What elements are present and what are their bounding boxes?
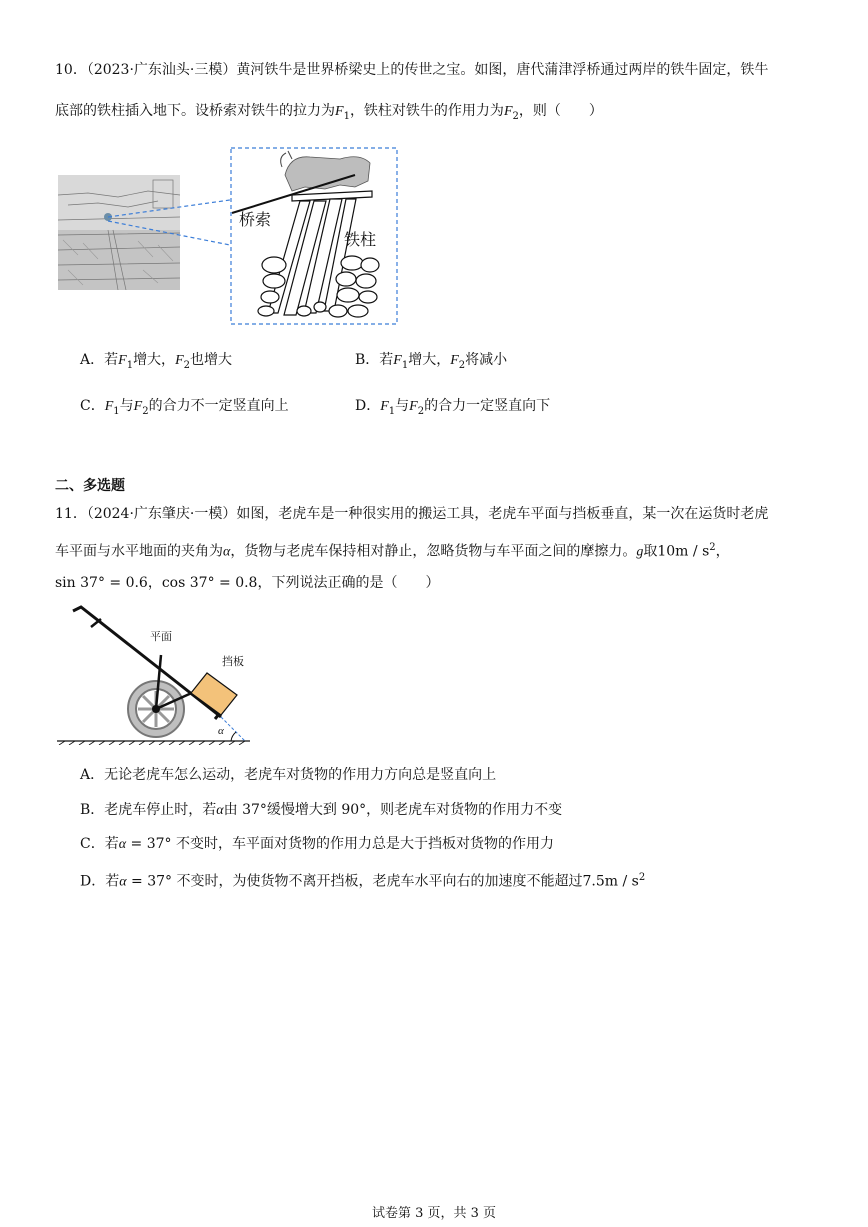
q11-stem-text: ，货物与老虎车保持相对静止，忽略货物与车平面之间的摩擦力。: [230, 543, 637, 560]
var-F: F: [335, 104, 344, 119]
subscript: 2: [417, 405, 425, 417]
q10-stem-text: ，铁柱对铁牛的作用力为: [349, 103, 504, 119]
q11-stem-text: ，: [147, 575, 162, 591]
option-text: B．若: [355, 352, 394, 368]
option-text: 与: [395, 398, 410, 414]
subscript: 1: [113, 405, 120, 417]
q11-stem-text: 取: [643, 543, 658, 560]
label-cable: 桥索: [239, 210, 272, 229]
var-alpha: α: [216, 803, 224, 818]
sin-value: sin 37° = 0.6: [55, 575, 148, 591]
q11-stem-line3: [55, 573, 439, 593]
q10-option-d[interactable]: [355, 396, 550, 422]
var-F: F: [450, 353, 459, 368]
subscript: 2: [512, 110, 519, 122]
q11-stem-text: ，: [715, 543, 730, 560]
q10-option-b[interactable]: [355, 350, 507, 376]
label-alpha: α: [218, 725, 224, 737]
var-F: F: [104, 399, 114, 414]
subscript: 2: [458, 359, 466, 371]
q11-stem-text: 车平面与水平地面的夹角为: [55, 543, 223, 560]
var-F: F: [503, 104, 513, 119]
option-text: A．若: [80, 352, 119, 368]
q10-option-c[interactable]: [80, 396, 289, 422]
page-footer: 试卷第 3 页，共 3 页: [371, 1206, 497, 1221]
var-F: F: [409, 399, 418, 414]
label-pillar: 铁柱: [344, 230, 377, 249]
q10-zoom-lines: [108, 145, 238, 325]
var-alpha: α: [223, 544, 231, 560]
cos-value: cos 37° = 0.8: [161, 575, 258, 591]
var-F: F: [175, 353, 184, 368]
option-text: 将减小: [465, 352, 508, 368]
q10-option-a[interactable]: [80, 350, 232, 376]
g-value: 10m / s: [657, 543, 710, 560]
subscript: 2: [183, 359, 190, 371]
option-text: 的合力不一定竖直向上: [148, 398, 289, 414]
subscript: 1: [401, 359, 409, 371]
option-text: C．: [80, 398, 105, 414]
q10-stem-text: 底部的铁柱插入地下。设桥索对铁牛的拉力为: [55, 103, 335, 119]
q11-option-c[interactable]: [80, 834, 554, 855]
var-F: F: [118, 353, 127, 368]
option-text: 的合力一定竖直向下: [424, 398, 551, 414]
option-text: 增大，: [408, 352, 451, 368]
q11-stem-line1: 11．（2024·广东肇庆·一模）如图，老虎车是一种很实用的搬运工具，老虎车平面与挡板垂直，某一次在运货时老虎: [55, 506, 769, 522]
option-text: 不变时，为使货物不离开挡板，老虎车水平向右的加速度不能超过: [172, 873, 583, 890]
subscript: 1: [388, 405, 396, 417]
acceleration-value: 7.5m / s: [582, 873, 639, 890]
section-title: 二、多选题: [55, 478, 125, 494]
option-text: 增大，: [133, 352, 176, 368]
superscript: 2: [709, 542, 716, 553]
q11-figure-hand-truck: [55, 605, 255, 745]
subscript: 1: [126, 359, 134, 371]
option-text: = 37°: [126, 873, 173, 890]
var-alpha: α: [119, 874, 127, 890]
q11-option-a[interactable]: A．无论老虎车怎么运动，老虎车对货物的作用力方向总是竖直向上: [80, 767, 497, 783]
label-plane: 平面: [150, 630, 172, 643]
superscript: 2: [638, 872, 646, 883]
var-g: g: [636, 544, 644, 560]
var-F: F: [380, 399, 389, 414]
subscript: 2: [142, 405, 149, 417]
option-text: 由 37°缓慢增大到 90°，则老虎车对货物的作用力不变: [223, 802, 563, 818]
q10-stem-line2: [55, 101, 603, 127]
option-text: C．若: [80, 836, 119, 852]
q11-option-d[interactable]: [80, 868, 645, 893]
q11-option-b[interactable]: [80, 800, 562, 821]
q11-stem-text: ，下列说法正确的是（ ）: [257, 575, 440, 591]
option-text: D．若: [80, 873, 120, 890]
subscript: 1: [343, 110, 350, 122]
option-text: D．: [355, 398, 381, 414]
q10-stem-text: ，则（ ）: [518, 103, 603, 119]
option-text: = 37°: [126, 836, 172, 852]
var-F: F: [393, 353, 402, 368]
option-text: 不变时，车平面对货物的作用力总是大于挡板对货物的作用力: [171, 836, 554, 852]
option-text: 与: [119, 398, 134, 414]
q10-stem-line1: 10．（2023·广东汕头·三模）黄河铁牛是世界桥梁史上的传世之宝。如图，唐代蒲津浮桥通过两岸的铁牛固定，铁牛: [55, 62, 769, 78]
option-text: 也增大: [190, 352, 232, 368]
var-F: F: [133, 399, 143, 414]
var-alpha: α: [118, 837, 127, 852]
label-baffle: 挡板: [222, 655, 244, 668]
option-text: B．老虎车停止时，若: [80, 802, 217, 818]
q11-stem-line2: [55, 538, 730, 563]
